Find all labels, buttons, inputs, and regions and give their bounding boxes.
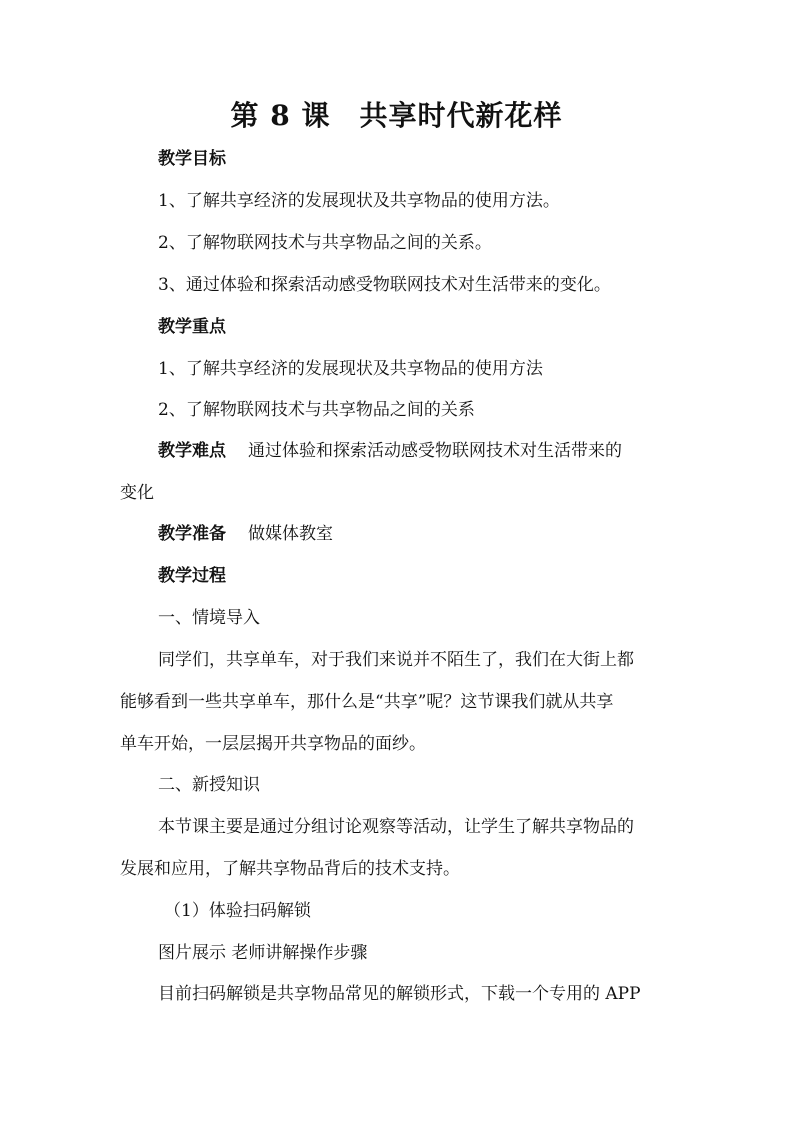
prep-line [158,521,333,547]
subsection-heading: （1）体验扫码解锁 [164,901,311,921]
prep-text: 做媒体教室 [248,524,333,544]
key-points-heading: 教学重点 [158,317,226,337]
paragraph-line: 图片展示 老师讲解操作步骤 [158,943,368,963]
paragraph-line: 发展和应用，了解共享物品背后的技术支持。 [120,859,460,879]
paragraph-line: 单车开始，一层层揭开共享物品的面纱。 [120,734,426,754]
difficulty-line [158,438,622,464]
key-point-item: 2、了解物联网技术与共享物品之间的关系 [158,400,475,420]
difficulty-text-continued: 变化 [120,483,154,503]
page-title: 第 8 课 共享时代新花样 [230,99,563,132]
paragraph-line: 能够看到一些共享单车，那什么是“共享”呢？这节课我们就从共享 [120,692,614,712]
prep-heading: 教学准备 [158,524,226,544]
paragraph-line: 目前扫码解锁是共享物品常见的解锁形式，下载一个专用的 APP [158,984,641,1004]
section-heading: 二、新授知识 [158,775,260,795]
goal-item: 3、通过体验和探索活动感受物联网技术对生活带来的变化。 [158,275,611,295]
key-point-item: 1、了解共享经济的发展现状及共享物品的使用方法 [158,359,543,379]
paragraph-line: 同学们，共享单车，对于我们来说并不陌生了，我们在大街上都 [158,650,634,670]
goals-heading: 教学目标 [158,149,226,169]
section-heading: 一、情境导入 [158,608,260,628]
goal-item: 1、了解共享经济的发展现状及共享物品的使用方法。 [158,191,560,211]
paragraph-line: 本节课主要是通过分组讨论观察等活动，让学生了解共享物品的 [158,817,634,837]
difficulty-text: 通过体验和探索活动感受物联网技术对生活带来的 [248,441,622,461]
process-heading: 教学过程 [158,566,226,586]
goal-item: 2、了解物联网技术与共享物品之间的关系。 [158,233,492,253]
difficulty-heading: 教学难点 [158,441,226,461]
